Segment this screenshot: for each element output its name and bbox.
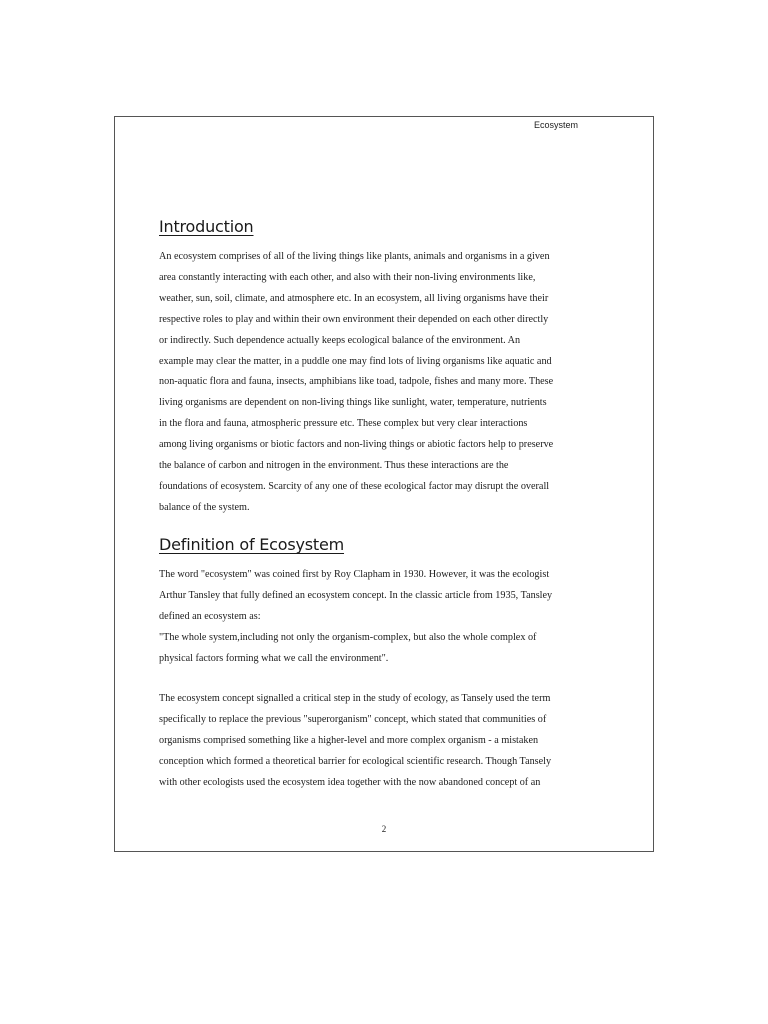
paragraph-line: The word "ecosystem" was coined first by Roy Clapham in 1930. However, it was the ecologist [159,569,550,580]
paragraph-line: non-aquatic flora and fauna, insects, amphibians like toad, tadpole, fishes and many more. These [159,376,554,388]
paragraph-line: living organisms are dependent on non-living things like sunlight, water, temperature, nutrients [159,397,547,409]
paragraph-line: The ecosystem concept signalled a critical step in the study of ecology, as Tansely used the term [159,693,551,704]
section-heading-introduction: Introduction [159,217,254,236]
paragraph-line: "The whole system,including not only the organism-complex, but also the whole complex of [159,631,537,643]
paragraph-line: with other ecologists used the ecosystem idea together with the now abandoned concept of an [159,776,541,788]
paragraph-line: defined an ecosystem as: [159,610,261,622]
page-number: 2 [381,824,387,834]
paragraph-line: in the flora and fauna, atmospheric pressure etc. These complex but very clear interactions [159,418,528,430]
paragraph-line: An ecosystem comprises of all of the living things like plants, animals and organisms in a given [159,251,550,262]
paragraph-line: example may clear the matter, in a puddle one may find lots of living organisms like aquatic and [159,355,552,367]
paragraph-line: weather, sun, soil, climate, and atmosphere etc. In an ecosystem, all living organisms have their [159,292,549,304]
paragraph-line: organisms comprised something like a higher-level and more complex organism - a mistaken [159,734,539,746]
paragraph-line: physical factors forming what we call the environment". [159,652,389,664]
paragraph-definition [159,565,609,670]
paragraph-line: conception which formed a theoretical barrier for ecological scientific research. Though Tansely [159,755,552,767]
document-page [114,116,654,852]
paragraph-line: balance of the system. [159,501,250,513]
paragraph-line: or indirectly. Such dependence actually keeps ecological balance of the environment. An [159,334,521,346]
paragraph-line: the balance of carbon and nitrogen in the environment. Thus these interactions are the [159,460,509,472]
paragraph-line: area constantly interacting with each other, and also with their non-living environments like, [159,271,536,283]
paragraph-line: Arthur Tansley that fully defined an ecosystem concept. In the classic article from 1935, Tansley [159,589,553,601]
paragraph-line: respective roles to play and within their own environment their depended on each other directly [159,313,549,325]
paragraph-introduction [159,247,609,519]
running-header: Ecosystem [533,120,578,130]
paragraph-line: specifically to replace the previous "superorganism" concept, which stated that communities of [159,713,547,725]
section-heading-definition: Definition of Ecosystem [159,535,345,554]
paragraph-line: among living organisms or biotic factors and non-living things or abiotic factors help to preserve [159,439,554,451]
paragraph-line: foundations of ecosystem. Scarcity of any one of these ecological factor may disrupt the overall [159,480,550,492]
paragraph-ecosystem-concept [159,689,609,794]
